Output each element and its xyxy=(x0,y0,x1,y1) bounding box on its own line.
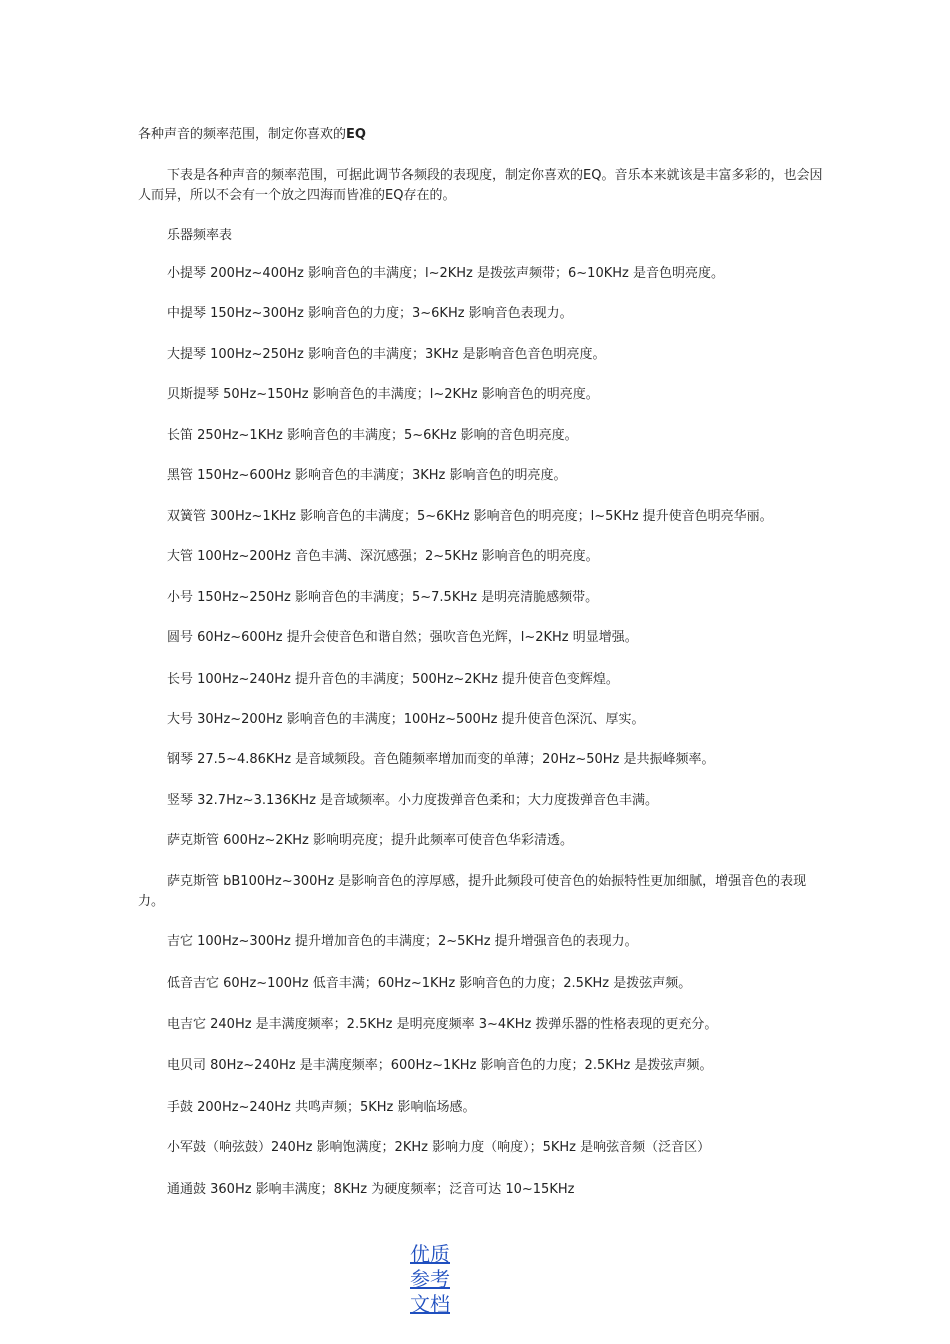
list-item: 电贝司 80Hz~240Hz 是丰满度频率；600Hz~1KHz 影响音色的力度；2.5KHz 是拨弦声频。 xyxy=(167,1058,713,1073)
list-item: 长号 100Hz~240Hz 提升音色的丰满度；500Hz~2KHz 提升使音色变辉煌。 xyxy=(167,672,619,687)
intro-paragraph: 下表是各种声音的频率范围，可据此调节各频段的表现度，制定你喜欢的EQ。音乐本来就该是丰富多彩的，也会因人而异，所以不会有一个放之四海而皆准的EQ存在的。 xyxy=(138,168,823,203)
list-item: 大管 100Hz~200Hz 音色丰满、深沉感强；2~5KHz 影响音色的明亮度。 xyxy=(167,549,599,564)
list-item: 萨克斯管 bB100Hz~300Hz 是影响音色的淳厚感，提升此频段可使音色的始振特性更加细腻，增强音色的表现力。 xyxy=(138,874,807,909)
footer-link[interactable] xyxy=(410,1242,460,1317)
footer-line-1: 优质 xyxy=(410,1242,450,1266)
list-item: 电吉它 240Hz 是丰满度频率；2.5KHz 是明亮度频率 3~4KHz 拨弹乐器的性格表现的更充分。 xyxy=(167,1017,718,1032)
list-item: 小军鼓（响弦鼓）240Hz 影响饱满度；2KHz 影响力度（响度）；5KHz 是响弦音频（泛音区） xyxy=(167,1140,711,1155)
footer-line-3: 文档 xyxy=(410,1292,450,1316)
list-item: 手鼓 200Hz~240Hz 共鸣声频；5KHz 影响临场感。 xyxy=(167,1100,476,1115)
list-item: 贝斯提琴 50Hz~150Hz 影响音色的丰满度；l~2KHz 影响音色的明亮度。 xyxy=(167,387,599,402)
list-item: 小号 150Hz~250Hz 影响音色的丰满度；5~7.5KHz 是明亮清脆感频带。 xyxy=(167,590,599,605)
list-item: 吉它 100Hz~300Hz 提升增加音色的丰满度；2~5KHz 提升增强音色的表现力。 xyxy=(167,934,638,949)
list-item: 钢琴 27.5~4.86KHz 是音域频段。音色随频率增加而变的单薄；20Hz~50Hz 是共振峰频率。 xyxy=(167,752,715,767)
title-text: 各种声音的频率范围，制定你喜欢的 xyxy=(138,127,347,142)
title-bold-text: EQ xyxy=(346,127,366,142)
list-item: 低音吉它 60Hz~100Hz 低音丰满；60Hz~1KHz 影响音色的力度；2.5KHz 是拨弦声频。 xyxy=(167,976,692,991)
document-title xyxy=(138,126,366,144)
list-item: 小提琴 200Hz~400Hz 影响音色的丰满度；l~2KHz 是拨弦声频带；6~10KHz 是音色明亮度。 xyxy=(167,266,724,281)
list-item: 长笛 250Hz~1KHz 影响音色的丰满度；5~6KHz 影响的音色明亮度。 xyxy=(167,428,578,443)
list-item: 黑管 150Hz~600Hz 影响音色的丰满度；3KHz 影响音色的明亮度。 xyxy=(167,468,567,483)
list-item: 双簧管 300Hz~1KHz 影响音色的丰满度；5~6KHz 影响音色的明亮度；l~5KHz 提升使音色明亮华丽。 xyxy=(167,509,773,524)
list-item: 通通鼓 360Hz 影响丰满度；8KHz 为硬度频率；泛音可达 10~15KHz xyxy=(167,1182,575,1197)
table-heading: 乐器频率表 xyxy=(167,228,233,243)
footer-line-2: 参考 xyxy=(410,1267,450,1291)
list-item: 大提琴 100Hz~250Hz 影响音色的丰满度；3KHz 是影响音色音色明亮度。 xyxy=(167,347,606,362)
list-item: 萨克斯管 600Hz~2KHz 影响明亮度；提升此频率可使音色华彩清透。 xyxy=(167,833,573,848)
list-item: 竖琴 32.7Hz~3.136KHz 是音域频率。小力度拨弹音色柔和；大力度拨弹音色丰满。 xyxy=(167,793,659,808)
list-item: 大号 30Hz~200Hz 影响音色的丰满度；100Hz~500Hz 提升使音色深沉、厚实。 xyxy=(167,712,645,727)
list-item: 圆号 60Hz~600Hz 提升会使音色和谐自然；强吹音色光辉，l~2KHz 明显增强。 xyxy=(167,630,638,645)
list-item: 中提琴 150Hz~300Hz 影响音色的力度；3~6KHz 影响音色表现力。 xyxy=(167,306,573,321)
